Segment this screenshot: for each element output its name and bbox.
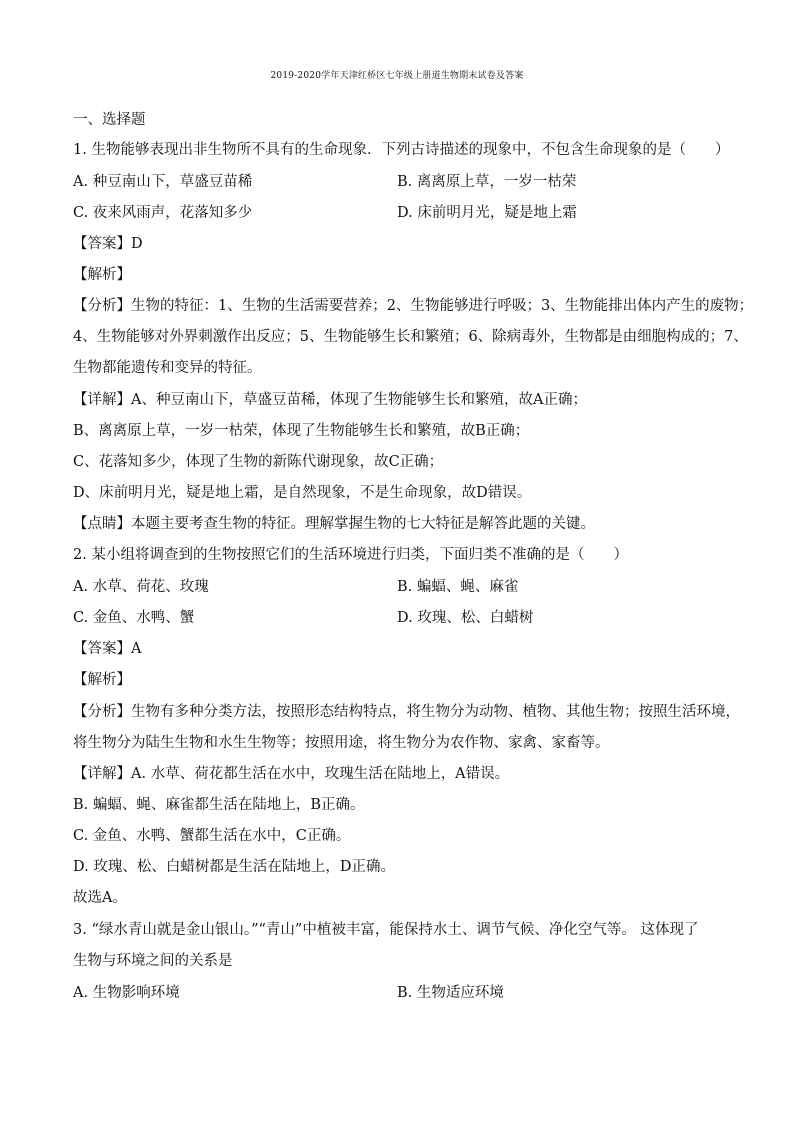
question-2-option-a: A. 水草、荷花、玫瑰 — [73, 579, 209, 595]
question-2-analysis-heading: 【解析】 — [73, 672, 131, 688]
question-2-detail-line: 【详解】A. 水草、荷花都生活在水中，玫瑰生活在陆地上，A错误。 — [73, 766, 510, 782]
question-1-option-c: C. 夜来风雨声，花落知多少 — [73, 205, 253, 221]
question-1-analysis-line: 【分析】生物的特征：1、生物的生活需要营养；2、生物能够进行呼吸；3、生物能排出体内产生的废物； — [73, 298, 754, 314]
question-1-option-a: A. 种豆南山下，草盛豆苗稀 — [73, 174, 253, 190]
question-3-option-b: B. 生物适应环境 — [397, 985, 504, 1001]
question-2-detail-line: C. 金鱼、水鸭、蟹都生活在水中，C正确。 — [73, 828, 351, 844]
question-1-analysis-line: 4、生物能够对外界刺激作出反应；5、生物能够生长和繁殖；6、除病毒外，生物都是由细胞构成的；7、 — [73, 329, 748, 345]
question-1-key-point: 【点睛】本题主要考查生物的特征。理解掌握生物的七大特征是解答此题的关键。 — [73, 516, 595, 532]
question-1-detail-line: B、离离原上草，一岁一枯荣，体现了生物能够生长和繁殖，故B正确； — [73, 423, 530, 439]
question-2-answer: 【答案】A — [73, 641, 142, 657]
question-3-option-a: A. 生物影响环境 — [73, 985, 180, 1001]
question-1-analysis-heading: 【解析】 — [73, 267, 131, 283]
question-1-option-d: D. 床前明月光，疑是地上霜 — [397, 205, 577, 221]
question-2-stem: 2. 某小组将调查到的生物按照它们的生活环境进行归类，下面归类不准确的是（ ） — [73, 547, 628, 563]
question-3-stem: 3. “绿水青山就是金山银山。”“青山”中植被丰富，能保持水土、调节气候、净化空气等。 这体现了 — [73, 922, 699, 938]
question-3-stem-continued: 生物与环境之间的关系是 — [73, 953, 233, 969]
question-2-detail-line: D. 玫瑰、松、白蜡树都是生活在陆地上，D正确。 — [73, 859, 395, 875]
section-heading: 一、选择题 — [73, 112, 146, 128]
question-2-analysis-line: 【分析】生物有多种分类方法，按照形态结构特点，将生物分为动物、植物、其他生物；按照生活环境， — [73, 704, 740, 720]
question-1-stem: 1. 生物能够表现出非生物所不具有的生命现象．下列古诗描述的现象中，不包含生命现象的是（ ） — [73, 142, 730, 158]
question-2-detail-line: B. 蝙蝠、蝇、麻雀都生活在陆地上，B正确。 — [73, 797, 365, 813]
question-1-option-b: B. 离离原上草，一岁一枯荣 — [397, 174, 577, 190]
question-2-option-c: C. 金鱼、水鸭、蟹 — [73, 610, 195, 626]
question-1-analysis-line: 生物都能遗传和变异的特征。 — [73, 360, 262, 376]
page-title: 2019-2020学年天津红桥区七年级上册道生物期末试卷及答案 — [270, 71, 524, 81]
question-2-option-b: B. 蝙蝠、蝇、麻雀 — [397, 579, 519, 595]
question-2-conclusion: 故选A。 — [73, 890, 127, 906]
question-2-option-d: D. 玫瑰、松、白蜡树 — [397, 610, 534, 626]
question-1-detail-line: D、床前明月光，疑是地上霜，是自然现象，不是生命现象，故D错误。 — [73, 485, 532, 501]
question-1-answer: 【答案】D — [73, 236, 143, 252]
question-2-analysis-line: 将生物分为陆生生物和水生生物等；按照用途，将生物分为农作物、家禽、家畜等。 — [73, 735, 610, 751]
question-1-detail-line: 【详解】A、种豆南山下，草盛豆苗稀，体现了生物能够生长和繁殖，故A正确； — [73, 392, 587, 408]
question-1-detail-line: C、花落知多少，体现了生物的新陈代谢现象，故C正确； — [73, 454, 444, 470]
